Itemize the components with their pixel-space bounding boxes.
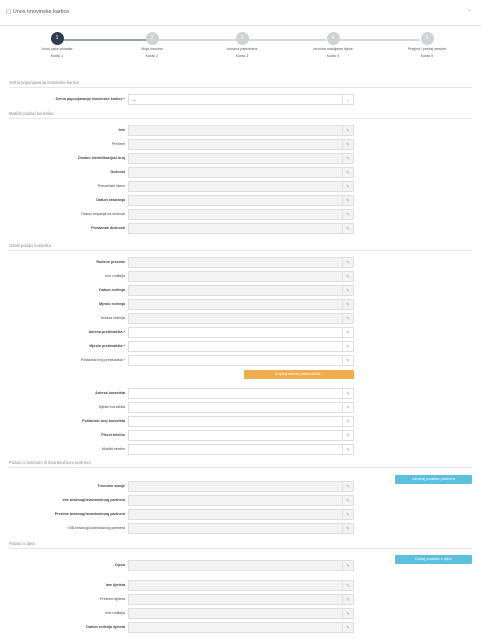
section-title-other: Ostali podaci korisnika — [9, 243, 51, 248]
text-field[interactable] — [128, 444, 354, 455]
pencil-icon[interactable]: ✎ — [342, 140, 353, 149]
form-row — [0, 327, 481, 339]
text-field[interactable] — [128, 388, 354, 399]
pencil-icon[interactable]: ✎ — [342, 510, 353, 519]
form-row — [0, 580, 481, 592]
page-title: ▢ Unos imovinske kartice — [6, 9, 70, 15]
field-label: Fiksni telefon — [101, 433, 125, 437]
field-label: Datum rođenja djeteta — [86, 625, 125, 629]
field-label: Adresa prebivališta * — [88, 330, 125, 334]
form-row — [0, 167, 481, 179]
section-title-children: Podaci o djeci — [9, 541, 36, 546]
text-field[interactable] — [128, 125, 354, 136]
form-row — [0, 402, 481, 414]
form-row — [0, 209, 481, 221]
field-label: Prezime bračnog/izvanbračnog partnera — [54, 512, 125, 516]
section-divider — [9, 467, 472, 468]
step-label: Unos opće podatke — [41, 47, 73, 51]
form-row — [0, 299, 481, 311]
step-label: Moja imovina — [141, 47, 163, 51]
wizard-stepper — [0, 32, 481, 72]
field-label: Datum rođenja — [99, 288, 125, 292]
section-divider — [9, 118, 472, 119]
pencil-icon[interactable]: ✎ — [342, 224, 353, 233]
pencil-icon[interactable]: ✎ — [342, 126, 353, 135]
pencil-icon[interactable]: ✎ — [342, 623, 353, 632]
form-row — [0, 285, 481, 297]
text-field[interactable] — [128, 402, 354, 413]
pencil-icon[interactable]: ✎ — [342, 210, 353, 219]
form-row — [0, 313, 481, 325]
pencil-icon[interactable]: ✎ — [342, 328, 353, 337]
text-field[interactable] — [128, 594, 354, 605]
pencil-icon[interactable]: ✎ — [342, 196, 353, 205]
form-row — [0, 444, 481, 456]
field-label: Dužnost — [110, 170, 125, 174]
pencil-icon[interactable]: ✎ — [342, 581, 353, 590]
text-field[interactable] — [128, 153, 354, 164]
pencil-icon[interactable]: ✎ — [342, 258, 353, 267]
field-label: Prezime djeteta — [100, 597, 125, 601]
section-divider — [9, 250, 472, 251]
form-row — [0, 560, 481, 572]
text-field[interactable] — [128, 167, 354, 178]
text-field[interactable] — [128, 495, 354, 506]
step-number: 5 — [421, 32, 434, 45]
text-field[interactable] — [128, 622, 354, 633]
pencil-icon[interactable]: ✎ — [342, 496, 353, 505]
text-field[interactable] — [128, 209, 354, 220]
field-label: Prezime — [111, 142, 125, 146]
field-label: Datum stvaranja — [96, 198, 125, 202]
field-label: Poštanski broj prebivališta * — [80, 358, 125, 362]
field-label: Djeca — [115, 563, 125, 567]
add-child-button[interactable]: Dodaj podatke o djeci — [395, 555, 472, 564]
pencil-icon[interactable]: ✎ — [342, 300, 353, 309]
text-field[interactable] — [128, 257, 354, 268]
field-label: OIB bračnog/izvanbračnog partnera — [68, 526, 125, 530]
form-row — [0, 355, 481, 367]
field-label: Ime roditelja — [105, 274, 125, 278]
pencil-icon[interactable]: ✎ — [342, 154, 353, 163]
pencil-icon[interactable]: ✎ — [342, 286, 353, 295]
form-row — [0, 223, 481, 235]
field-label: Ime roditelja — [105, 611, 125, 615]
step-2[interactable] — [117, 32, 187, 59]
form-row — [0, 594, 481, 606]
form-row — [0, 608, 481, 620]
section-divider — [9, 87, 472, 88]
pencil-icon[interactable]: ✎ — [342, 342, 353, 351]
form-row — [0, 271, 481, 283]
pencil-icon[interactable]: ✎ — [342, 609, 353, 618]
form-row — [0, 416, 481, 428]
form-row — [0, 430, 481, 442]
step-3[interactable] — [207, 32, 277, 59]
form-row — [0, 523, 481, 535]
step-label: Imovina maloljetne djece — [313, 47, 353, 51]
pencil-icon[interactable]: ✎ — [342, 482, 353, 491]
text-field[interactable] — [128, 509, 354, 520]
text-field[interactable] — [128, 481, 354, 492]
field-label: Trenutno stanje — [97, 484, 125, 488]
section-title-reason: Svrha popunjavanja imovinske kartice — [9, 80, 80, 85]
form-row — [0, 622, 481, 634]
pencil-icon[interactable]: ✎ — [342, 314, 353, 323]
step-number: 2 — [146, 32, 159, 45]
field-label: Mjesto boravišta — [98, 405, 125, 409]
text-field[interactable] — [128, 560, 354, 571]
pencil-icon[interactable]: ✎ — [342, 445, 353, 454]
field-label: Ime bračnog/izvanbračnog partnera — [62, 498, 125, 502]
pencil-icon[interactable]: ✎ — [342, 524, 353, 533]
pencil-icon[interactable]: ✎ — [342, 389, 353, 398]
pencil-icon[interactable]: ✎ — [342, 431, 353, 440]
pencil-icon[interactable]: ✎ — [342, 417, 353, 426]
page-title-text: Unos imovinske kartice — [12, 9, 70, 15]
pencil-icon[interactable]: ✎ — [342, 182, 353, 191]
text-field[interactable] — [128, 523, 354, 534]
collapse-icon[interactable]: ⌃ — [466, 10, 472, 16]
section-divider — [9, 548, 472, 549]
step-5[interactable] — [392, 32, 462, 59]
field-label: Ime djeteta — [105, 583, 125, 587]
field-label: Mjesto rođenja — [98, 302, 125, 306]
field-label: Prestanak dužnosti — [91, 226, 125, 230]
card-header — [0, 0, 481, 26]
step-sub: Korak 5 — [420, 54, 434, 58]
text-field[interactable] — [128, 181, 354, 192]
step-number: 1 — [51, 32, 64, 45]
field-label: Datum stupanja na dužnost — [81, 212, 125, 216]
step-number: 4 — [327, 32, 340, 45]
form-row — [0, 495, 481, 507]
text-field[interactable] — [128, 327, 354, 338]
text-field[interactable] — [128, 313, 354, 324]
update-partner-button[interactable]: Ažuriraj podatke partnera — [395, 475, 472, 484]
reason-row — [0, 94, 481, 106]
pencil-icon[interactable]: ✎ — [342, 168, 353, 177]
step-number: 3 — [236, 32, 249, 45]
text-field[interactable] — [128, 608, 354, 619]
step-label: Imovina partnerima — [226, 47, 258, 51]
text-field[interactable] — [128, 580, 354, 591]
copy-address-button[interactable]: Kopiraj adresu prebivališta ↓ — [244, 370, 354, 379]
field-label: Adresa boravišta — [95, 391, 125, 395]
section-title-personal: Matični podaci korisnika — [9, 111, 54, 116]
form-row — [0, 388, 481, 400]
text-field[interactable] — [128, 223, 354, 234]
field-label: Mjesto prebivališta * — [89, 344, 125, 348]
text-field[interactable] — [128, 355, 354, 366]
pencil-icon[interactable]: ✎ — [342, 561, 353, 570]
form-row — [0, 257, 481, 269]
text-field[interactable] — [128, 139, 354, 150]
step-sub: Korak 2 — [145, 54, 159, 58]
text-field[interactable] — [128, 341, 354, 352]
pencil-icon[interactable]: ✎ — [342, 272, 353, 281]
form-row — [0, 181, 481, 193]
step-1[interactable] — [22, 32, 92, 59]
form-row — [0, 153, 481, 165]
field-label: Mobilni telefon — [101, 447, 125, 451]
field-label: Svrha popunjavanja imovinske kartice * — [55, 97, 125, 101]
text-field[interactable] — [128, 285, 354, 296]
text-field[interactable] — [128, 271, 354, 282]
step-sub: Korak 4 — [326, 54, 340, 58]
step-sub: Korak 3 — [235, 54, 249, 58]
field-label: Poštanski broj boravišta — [82, 419, 125, 423]
text-field[interactable] — [128, 416, 354, 427]
chevron-down-icon[interactable]: ⌄ — [342, 95, 353, 104]
form-row — [0, 139, 481, 151]
step-4[interactable] — [298, 32, 368, 59]
field-label: Ime — [118, 128, 125, 132]
form-row — [0, 341, 481, 353]
pencil-icon[interactable]: ✎ — [342, 595, 353, 604]
section-title-partner: Podaci o bračnom ili izvanbračnom partneru — [9, 460, 91, 465]
step-sub: Korak 1 — [50, 54, 64, 58]
form-row — [0, 509, 481, 521]
field-label: Država rođenja — [100, 316, 125, 320]
field-label: Osobni identifikacijski broj — [77, 156, 125, 160]
field-label: Rođeno prezime — [96, 260, 125, 264]
pencil-icon[interactable]: ✎ — [342, 403, 353, 412]
text-field[interactable] — [128, 430, 354, 441]
step-label: Pregled i predaj imovine — [407, 47, 447, 51]
form-row — [0, 195, 481, 207]
text-field[interactable] — [128, 195, 354, 206]
pencil-icon[interactable]: ✎ — [342, 356, 353, 365]
select-value: — — [132, 97, 136, 102]
field-label: Preuzmate šamo — [97, 184, 125, 188]
form-row — [0, 481, 481, 493]
form-row — [0, 125, 481, 137]
text-field[interactable] — [128, 299, 354, 310]
reason-select[interactable] — [128, 94, 354, 105]
